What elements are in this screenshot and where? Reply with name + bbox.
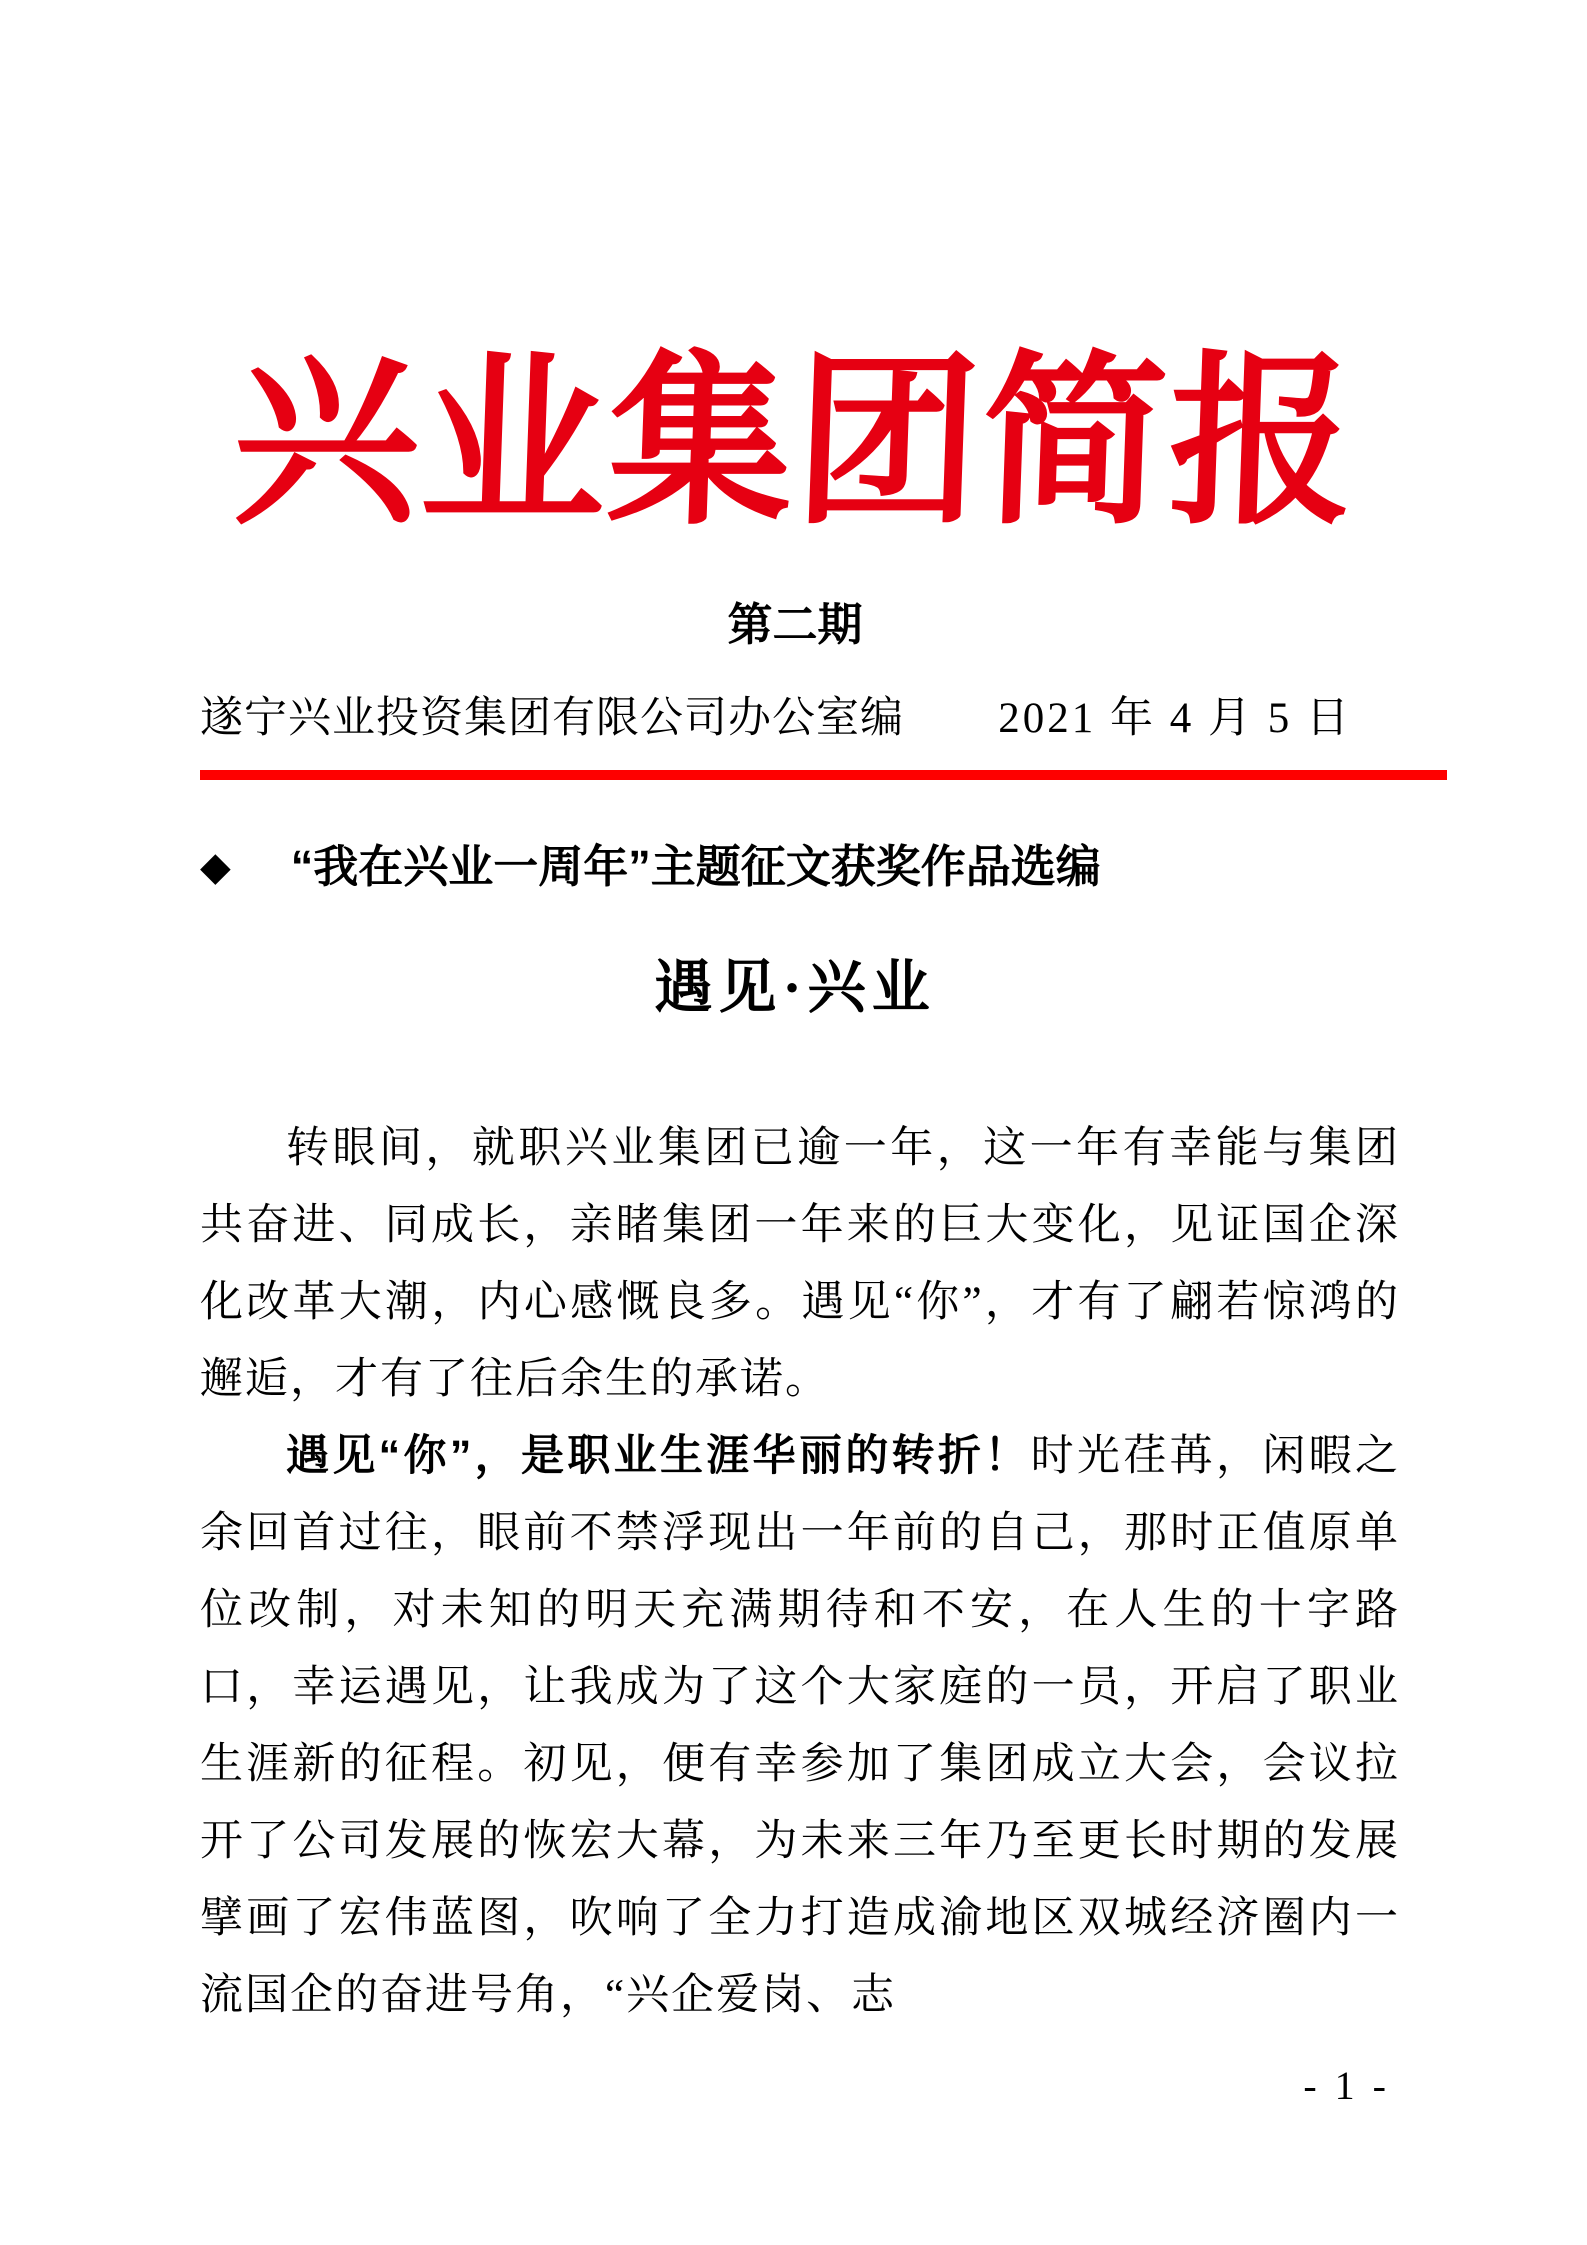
red-divider-rule bbox=[200, 770, 1447, 780]
paragraph bbox=[200, 1110, 1400, 1418]
publisher-name: 遂宁兴业投资集团有限公司办公室编 bbox=[200, 695, 904, 743]
paragraph bbox=[200, 1418, 1400, 2034]
paragraph-text: 转眼间，就职兴业集团已逾一年，这一年有幸能与集团共奋进、同成长，亲睹集团一年来的巨大变化，见证国企深化改革大潮，内心感慨良多。遇见“你”，才有了翩若惊鸿的邂逅，才有了往后余生的承诺。 bbox=[200, 1125, 1400, 1403]
page-content bbox=[200, 332, 1447, 2034]
page-number: - 1 - bbox=[1303, 2063, 1390, 2108]
paragraph-text: 时光荏苒，闲暇之余回首过往，眼前不禁浮现出一年前的自己，那时正值原单位改制，对未知的明天充满期待和不安，在人生的十字路口，幸运遇见，让我成为了这个大家庭的一员，开启了职业生涯新的征程。初见，便有幸参加了集团成立大会，会议拉开了公司发展的恢宏大幕，为未来三年乃至更长时期的发展擘画了宏伟蓝图，吹响了全力打造成渝地区双城经济圈内一流国企的奋进号角，“兴企爱岗、志 bbox=[200, 1433, 1401, 2019]
newsletter-masthead-title: 兴业集团简报 bbox=[230, 332, 1360, 550]
publish-date: 2021 年 4 月 5 日 bbox=[998, 695, 1352, 743]
article-body bbox=[200, 1110, 1400, 2034]
publisher-row bbox=[200, 692, 1447, 746]
diamond-bullet-icon: ◆ bbox=[200, 844, 231, 891]
toc-item-label: “我在兴业一周年”主题征文获奖作品选编 bbox=[290, 841, 1101, 892]
issue-number: 第二期 bbox=[727, 598, 863, 650]
article-title: 遇见·兴业 bbox=[654, 954, 936, 1020]
toc-item bbox=[200, 838, 1447, 897]
paragraph-lead-bold: 遇见“你”，是职业生涯华丽的转折！ bbox=[286, 1432, 1031, 1480]
